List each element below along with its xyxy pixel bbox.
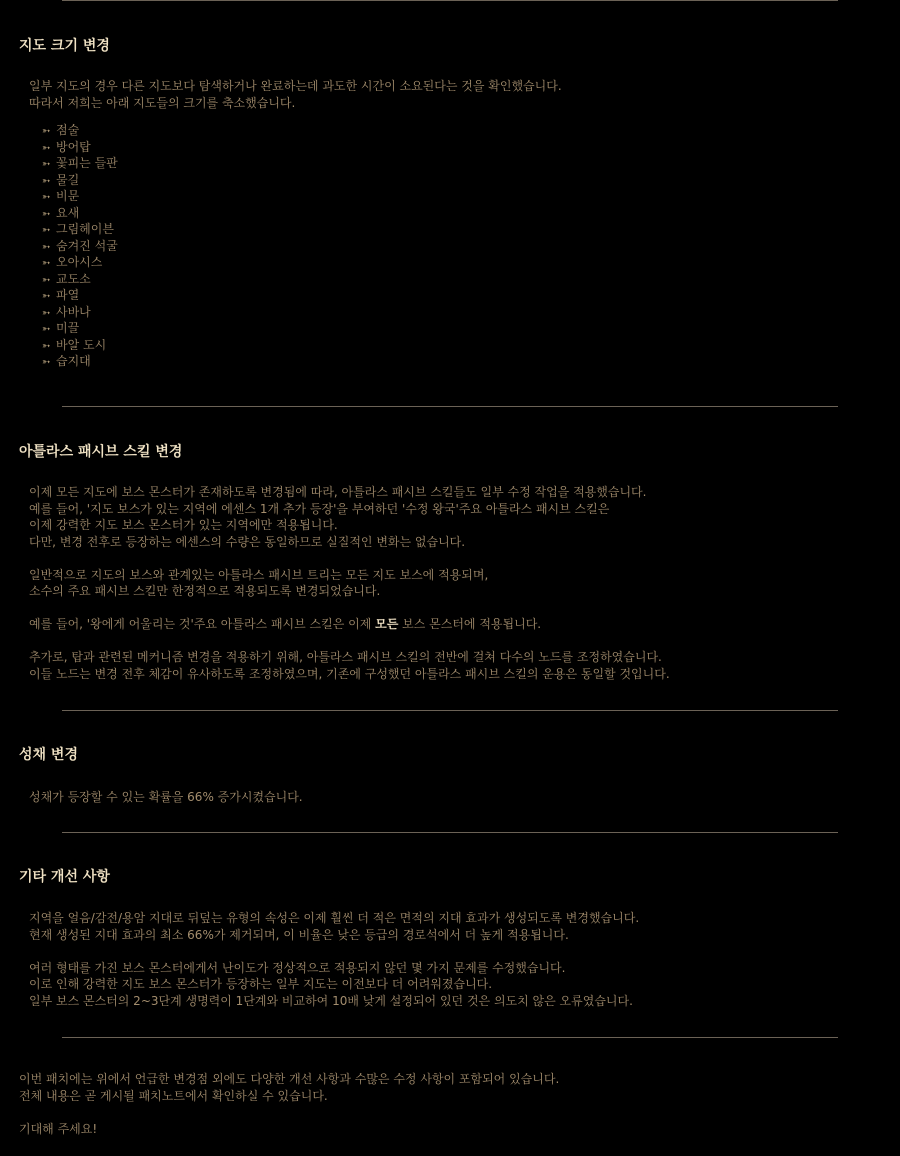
misc-body (29, 910, 639, 1009)
closing-note (19, 1071, 559, 1137)
arrow-bullet-icon: ➳ (42, 175, 51, 187)
list-item (42, 287, 118, 304)
arrow-bullet-icon: ➳ (42, 126, 51, 137)
section-divider (62, 1037, 838, 1038)
map-name: 교도소 (56, 271, 91, 286)
text-line: 이들 노드는 변경 전후 체감이 유사하도록 조정하였으며, 기존에 구성했던 아틀라스 패시브 스킬의 운용은 동일할 것입니다. (29, 666, 670, 681)
list-item (42, 188, 118, 205)
closing-text: 기대해 주세요! (19, 1121, 98, 1136)
list-item (42, 271, 118, 288)
text-line: 이번 패치에는 위에서 언급한 변경점 외에도 다양한 개선 사항과 수많은 수정 사항이 포함되어 있습니다. (19, 1072, 560, 1086)
text-line: 소수의 주요 패시브 스킬만 한정적으로 적용되도록 변경되었습니다. (29, 584, 381, 598)
text-line: 일부 보스 몬스터의 2~3단계 생명력이 1단계와 비교하여 10배 낮게 설정되어 있던 것은 의도치 않은 오류였습니다. (29, 993, 633, 1008)
map-name: 사바나 (56, 304, 91, 319)
arrow-bullet-icon: ➳ (42, 324, 51, 335)
map-name: 비문 (56, 189, 80, 203)
text-line: 이제 강력한 지도 보스 몬스터가 있는 지역에만 적용됩니다. (29, 518, 338, 532)
map-name: 바알 도시 (56, 337, 107, 352)
list-item (42, 172, 118, 189)
map-name: 그림헤이븐 (56, 222, 114, 236)
list-item (42, 320, 118, 337)
list-item (42, 122, 118, 139)
shrine-body (29, 789, 303, 806)
arrow-bullet-icon: ➳ (42, 274, 51, 286)
map-list (42, 122, 118, 370)
map-name: 물길 (56, 172, 80, 187)
text-line: 지역을 얼음/감전/용암 지대로 뒤덮는 유형의 속성은 이제 훨씬 더 적은 면적의 지대 효과가 생성되도록 변경했습니다. (29, 911, 640, 925)
text-line: 일부 지도의 경우 다른 지도보다 탐색하거나 완료하는데 과도한 시간이 소요된다는 것을 확인했습니다. (29, 79, 562, 93)
text-line: 추가로, 탑과 관련된 메커니즘 변경을 적용하기 위해, 아틀라스 패시브 스킬의 전반에 걸쳐 다수의 노드를 조정하였습니다. (29, 650, 662, 664)
map-name: 숨겨진 석굴 (56, 238, 118, 253)
text-line: 성채가 등장할 수 있는 확률을 66% 증가시켰습니다. (29, 790, 303, 804)
arrow-bullet-icon: ➳ (42, 291, 51, 302)
atlas-passive-body (29, 484, 670, 682)
map-name: 오아시스 (56, 255, 103, 269)
map-name: 방어탑 (56, 139, 91, 154)
list-item (42, 139, 118, 156)
map-name: 파열 (56, 288, 80, 302)
section-divider (62, 406, 838, 407)
text-line: 전체 내용은 곧 게시될 패치노트에서 확인하실 수 있습니다. (19, 1088, 328, 1103)
list-item (42, 155, 118, 172)
text-line: 따라서 저희는 아래 지도들의 크기를 축소했습니다. (29, 95, 296, 110)
list-item (42, 205, 118, 222)
map-name: 습지대 (56, 354, 91, 368)
list-item (42, 254, 118, 271)
text-line: 예를 들어, '지도 보스가 있는 지역에 에센스 1개 추가 등장'을 부여하던 '수정 왕국'주요 아틀라스 패시브 스킬은 (29, 501, 610, 516)
list-item (42, 337, 118, 354)
text-line: 현재 생성된 지대 효과의 최소 66%가 제거되며, 이 비율은 낮은 등급의 경로석에서 더 높게 적용됩니다. (29, 927, 569, 942)
section-divider (62, 0, 838, 1)
list-item (42, 304, 118, 321)
text-line: 이로 인해 강력한 지도 보스 몬스터가 등장하는 일부 지도는 이전보다 더 어려워졌습니다. (29, 977, 493, 991)
list-item (42, 238, 118, 255)
section-title-misc: 기타 개선 사항 (19, 869, 110, 885)
arrow-bullet-icon: ➳ (42, 192, 51, 203)
map-name: 점술 (56, 123, 80, 137)
arrow-bullet-icon: ➳ (42, 241, 51, 253)
list-item (42, 221, 118, 238)
map-name: 미끌 (56, 321, 80, 335)
emphasis-text: 모든 (375, 617, 399, 631)
map-name: 꽃피는 들판 (56, 156, 118, 170)
arrow-bullet-icon: ➳ (42, 307, 51, 319)
text-line: 예를 들어, '왕에게 어울리는 것'주요 아틀라스 패시브 스킬은 이제 모든 보스 몬스터에 적용됩니다. (29, 617, 542, 631)
section-title-map-size: 지도 크기 변경 (19, 38, 110, 54)
section-divider (62, 710, 838, 711)
text-line: 이제 모든 지도에 보스 몬스터가 존재하도록 변경됨에 따라, 아틀라스 패시브 스킬들도 일부 수정 작업을 적용했습니다. (29, 485, 647, 499)
arrow-bullet-icon: ➳ (42, 142, 51, 154)
section-divider (62, 832, 838, 833)
text-line: 여러 형태를 가진 보스 몬스터에게서 난이도가 정상적으로 적용되지 않던 몇 가지 문제를 수정했습니다. (29, 960, 566, 975)
arrow-bullet-icon: ➳ (42, 258, 51, 269)
section-title-atlas-passive: 아틀라스 패시브 스킬 변경 (19, 444, 183, 460)
arrow-bullet-icon: ➳ (42, 159, 51, 170)
section-title-shrine: 성채 변경 (19, 747, 78, 763)
arrow-bullet-icon: ➳ (42, 208, 51, 220)
map-size-intro (29, 78, 562, 111)
list-item (42, 353, 118, 370)
map-name: 요새 (56, 205, 80, 220)
arrow-bullet-icon: ➳ (42, 340, 51, 352)
arrow-bullet-icon: ➳ (42, 357, 51, 368)
arrow-bullet-icon: ➳ (42, 225, 51, 236)
text-line: 일반적으로 지도의 보스와 관계있는 아틀라스 패시브 트리는 모든 지도 보스에 적용되며, (29, 567, 489, 582)
text-line: 다만, 변경 전후로 등장하는 에센스의 수량은 동일하므로 실질적인 변화는 없습니다. (29, 534, 466, 549)
